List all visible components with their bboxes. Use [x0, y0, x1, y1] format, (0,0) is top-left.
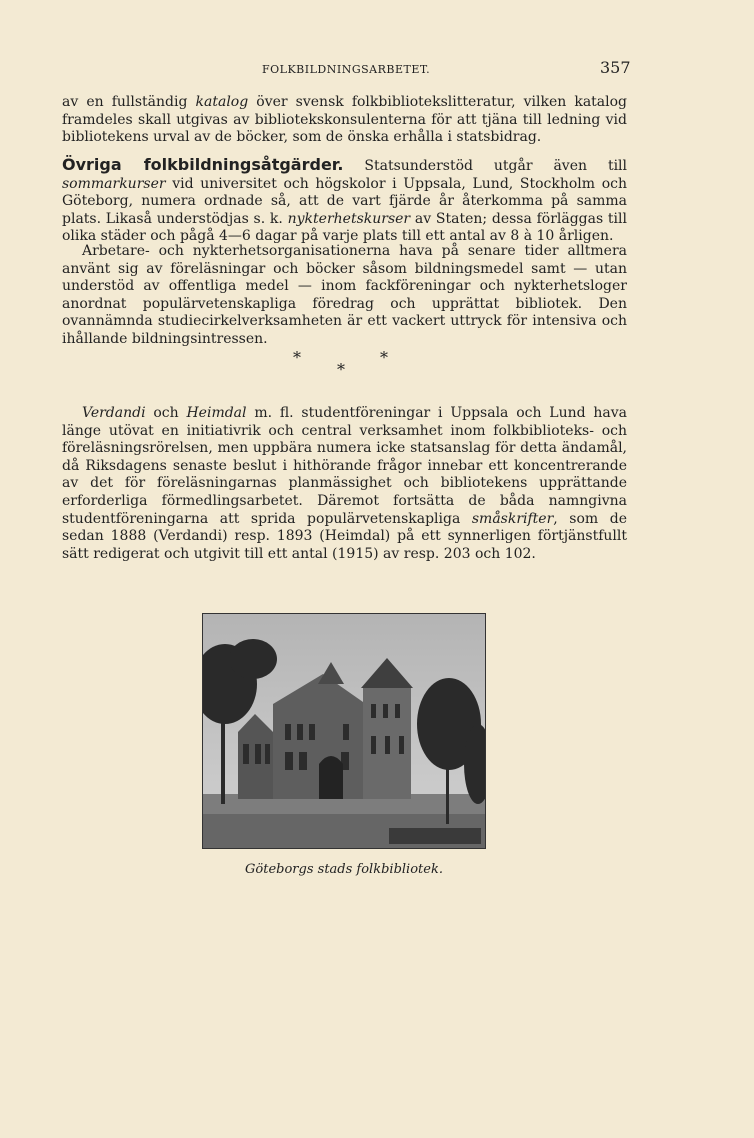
paragraph-catalog: av en fullständig katalog över svensk folkbibliotekslitteratur, vilken katalog framdeles skall utgivas av bibliotekskonsulenterna för att tjäna till ledning vid bibliotekens urval av de böcker, som de önska erhålla i statsbidrag. — [62, 94, 628, 146]
separator-star: * — [293, 348, 301, 367]
section-heading: Övriga folkbildningsåtgärder. — [62, 155, 344, 174]
paragraph-other-measures: Övriga folkbildningsåtgärder. Statsunderstöd utgår även till sommarkurser vid universitet och högskolor i Uppsala, Lund, Stockholm och Göteborg, numera ordnade så, att de vart fjärde år återkomma på samma plats. Likaså understödjas s. k. nykterhetskurser av Staten; dessa förläggas till olika städer och pågå 4—6 dagar på varje plats till ett antal av 8 à 10 årligen. — [62, 155, 628, 245]
library-photograph — [202, 613, 486, 849]
section-separator — [0, 348, 754, 388]
paragraph-organisations: Arbetare- och nykterhetsorganisationerna hava på senare tider alltmera använt sig av föreläsningar och böcker såsom bildningsmedel samt — utan understöd av offentliga medel — inom fackföreningar och nykterhetsloger anordnat populärvetenskapliga föredrag och upprättat bibliotek. Den ovannämnda studiecirkelverksamheten är ett vackert uttryck för intensiva och ihållande bildningsintressen. — [62, 243, 627, 347]
library-building-illustration — [203, 614, 485, 848]
separator-star: * — [380, 348, 388, 367]
paragraph-student-societies: Verdandi och Heimdal m. fl. studentföreningar i Uppsala och Lund hava länge utövat en initiativrik och central verksamhet inom folkbiblioteks- och föreläsningsrörelsen, men uppbära numera icke statsanslag för detta ändamål, då Riksdagens senaste beslut i hithörande frågor innebar ett koncentrerande av det för föreläsningarnas planmässighet och bibliotekens upprättande erforderliga förmedlingsarbetet. Däremot fortsätta de båda namngivna studentföreningarna att sprida populärvetenskapliga småskrifter, som de sedan 1888 (Verdandi) resp. 1893 (Heimdal) på ett synnerligen förtjänstfullt sätt redigerat och utgivit till ett antal (1915) av resp. 203 och 102. — [62, 405, 628, 562]
running-title: FOLKBILDNINGSARBETET. — [262, 63, 431, 76]
separator-star: * — [337, 360, 345, 379]
figure-caption: Göteborgs stads folkbibliotek. — [245, 862, 443, 877]
page-number: 357 — [600, 58, 631, 77]
